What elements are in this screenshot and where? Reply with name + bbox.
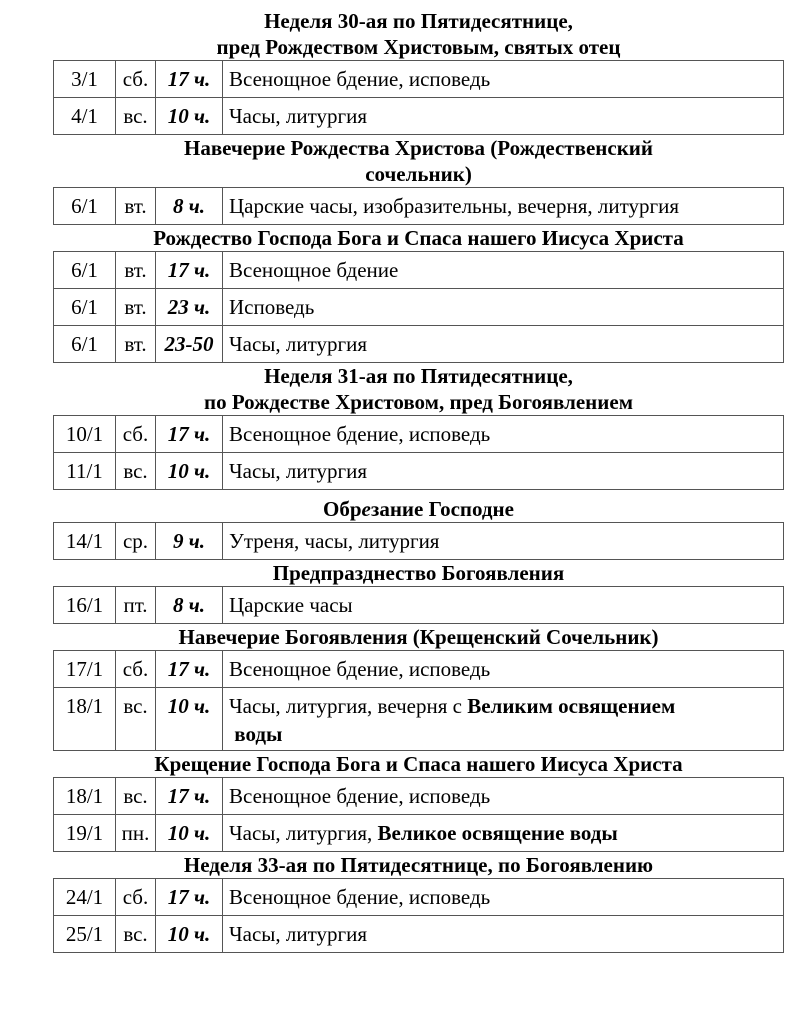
table-row	[54, 688, 784, 751]
date-cell: 25/1	[54, 916, 116, 953]
date-cell: 6/1	[54, 289, 116, 326]
schedule-table	[53, 650, 784, 751]
section-heading	[23, 496, 798, 522]
section-heading	[23, 135, 798, 187]
date-cell: 17/1	[54, 651, 116, 688]
date-cell: 18/1	[54, 688, 116, 751]
time-cell: 8 ч.	[156, 188, 223, 225]
weekday-cell: пт.	[116, 587, 156, 624]
table-row	[54, 188, 784, 225]
service-cell	[223, 688, 784, 751]
section-heading	[23, 363, 798, 415]
table-row	[54, 778, 784, 815]
heading-line: Крещение Господа Бога и Спаса нашего Иисуса Христа	[154, 752, 683, 776]
service-cell	[223, 815, 784, 852]
service-cell: Часы, литургия	[223, 916, 784, 953]
heading-part: зание Господне	[370, 497, 514, 521]
time-cell: 17 ч.	[156, 252, 223, 289]
service-text: Часы, литургия,	[229, 821, 378, 845]
table-row	[54, 916, 784, 953]
schedule-table	[53, 187, 784, 225]
service-cell: Царские часы, изобразительны, вечерня, литургия	[223, 188, 784, 225]
weekday-cell: сб.	[116, 416, 156, 453]
service-text-bold: Великое освящение воды	[377, 821, 618, 845]
time-cell: 8 ч.	[156, 587, 223, 624]
table-row	[54, 815, 784, 852]
date-cell: 16/1	[54, 587, 116, 624]
service-text: Часы, литургия, вечерня с	[229, 694, 468, 718]
weekday-cell: вс.	[116, 453, 156, 490]
time-cell: 10 ч.	[156, 916, 223, 953]
date-cell: 6/1	[54, 252, 116, 289]
weekday-cell: вт.	[116, 188, 156, 225]
time-cell: 17 ч.	[156, 879, 223, 916]
schedule-table	[53, 60, 784, 135]
time-cell: 10 ч.	[156, 98, 223, 135]
table-row	[54, 61, 784, 98]
time-cell: 17 ч.	[156, 416, 223, 453]
time-cell: 17 ч.	[156, 61, 223, 98]
date-cell: 24/1	[54, 879, 116, 916]
section-heading	[23, 560, 798, 586]
schedule-table	[53, 415, 784, 490]
date-cell: 10/1	[54, 416, 116, 453]
service-cell: Всенощное бдение, исповедь	[223, 416, 784, 453]
heading-line: по Рождестве Христовом, пред Богоявлением	[203, 390, 634, 414]
weekday-cell: вс.	[116, 98, 156, 135]
heading-line: пред Рождеством Христовым, святых отец	[216, 35, 621, 59]
table-row	[54, 651, 784, 688]
weekday-cell: вт.	[116, 289, 156, 326]
heading-line: Рождество Господа Бога и Спаса нашего Иисуса Христа	[153, 226, 684, 250]
date-cell: 14/1	[54, 523, 116, 560]
time-cell: 10 ч.	[156, 453, 223, 490]
heading-line: Неделя 30-ая по Пятидесятнице,	[264, 9, 573, 33]
service-cell: Царские часы	[223, 587, 784, 624]
time-cell: 17 ч.	[156, 651, 223, 688]
service-text-bold: воды	[234, 722, 283, 746]
service-cell: Часы, литургия	[223, 98, 784, 135]
time-cell: 9 ч.	[156, 523, 223, 560]
date-cell: 3/1	[54, 61, 116, 98]
schedule-table	[53, 878, 784, 953]
weekday-cell: вс.	[116, 688, 156, 751]
service-cell: Утреня, часы, литургия	[223, 523, 784, 560]
time-cell: 10 ч.	[156, 688, 223, 751]
section-heading	[23, 225, 798, 251]
weekday-cell: сб.	[116, 651, 156, 688]
service-cell: Всенощное бдение, исповедь	[223, 778, 784, 815]
service-cell: Всенощное бдение	[223, 252, 784, 289]
service-cell: Часы, литургия	[223, 453, 784, 490]
date-cell: 19/1	[54, 815, 116, 852]
section-heading	[23, 8, 798, 60]
service-cell: Исповедь	[223, 289, 784, 326]
table-row	[54, 587, 784, 624]
weekday-cell: сб.	[116, 879, 156, 916]
table-row	[54, 98, 784, 135]
weekday-cell: сб.	[116, 61, 156, 98]
section-heading	[23, 751, 798, 777]
time-cell: 10 ч.	[156, 815, 223, 852]
date-cell: 6/1	[54, 188, 116, 225]
schedule-table	[53, 522, 784, 560]
heading-line: Навечерие Рождества Христова (Рождественский	[183, 136, 653, 160]
section-heading	[23, 624, 798, 650]
schedule-table	[53, 777, 784, 852]
time-cell: 23 ч.	[156, 289, 223, 326]
heading-line: Неделя 33-ая по Пятидесятнице, по Богоявлению	[183, 853, 654, 877]
schedule-table	[53, 586, 784, 624]
date-cell: 6/1	[54, 326, 116, 363]
schedule-table	[53, 251, 784, 363]
table-row	[54, 453, 784, 490]
heading-line: Неделя 31-ая по Пятидесятнице,	[264, 364, 573, 388]
heading-line: Навечерие Богоявления (Крещенский Сочельник)	[178, 625, 659, 649]
service-cell: Часы, литургия	[223, 326, 784, 363]
time-cell: 23-50	[156, 326, 223, 363]
heading-line: сочельник)	[365, 162, 472, 186]
time-cell: 17 ч.	[156, 778, 223, 815]
table-row	[54, 289, 784, 326]
date-cell: 11/1	[54, 453, 116, 490]
weekday-cell: вс.	[116, 778, 156, 815]
weekday-cell: пн.	[116, 815, 156, 852]
table-row	[54, 326, 784, 363]
table-row	[54, 879, 784, 916]
table-row	[54, 252, 784, 289]
table-row	[54, 416, 784, 453]
date-cell: 18/1	[54, 778, 116, 815]
weekday-cell: вт.	[116, 252, 156, 289]
service-text-bold: Великим освящением	[467, 694, 676, 718]
weekday-cell: вс.	[116, 916, 156, 953]
weekday-cell: ср.	[116, 523, 156, 560]
heading-part: Обр	[323, 497, 362, 521]
schedule-document	[53, 8, 784, 953]
heading-line: Предпразднество Богоявления	[272, 561, 565, 585]
section-heading	[23, 852, 798, 878]
service-cell: Всенощное бдение, исповедь	[223, 879, 784, 916]
heading-part-italic: е	[361, 497, 371, 521]
date-cell: 4/1	[54, 98, 116, 135]
table-row	[54, 523, 784, 560]
service-cell: Всенощное бдение, исповедь	[223, 61, 784, 98]
service-cell: Всенощное бдение, исповедь	[223, 651, 784, 688]
weekday-cell: вт.	[116, 326, 156, 363]
